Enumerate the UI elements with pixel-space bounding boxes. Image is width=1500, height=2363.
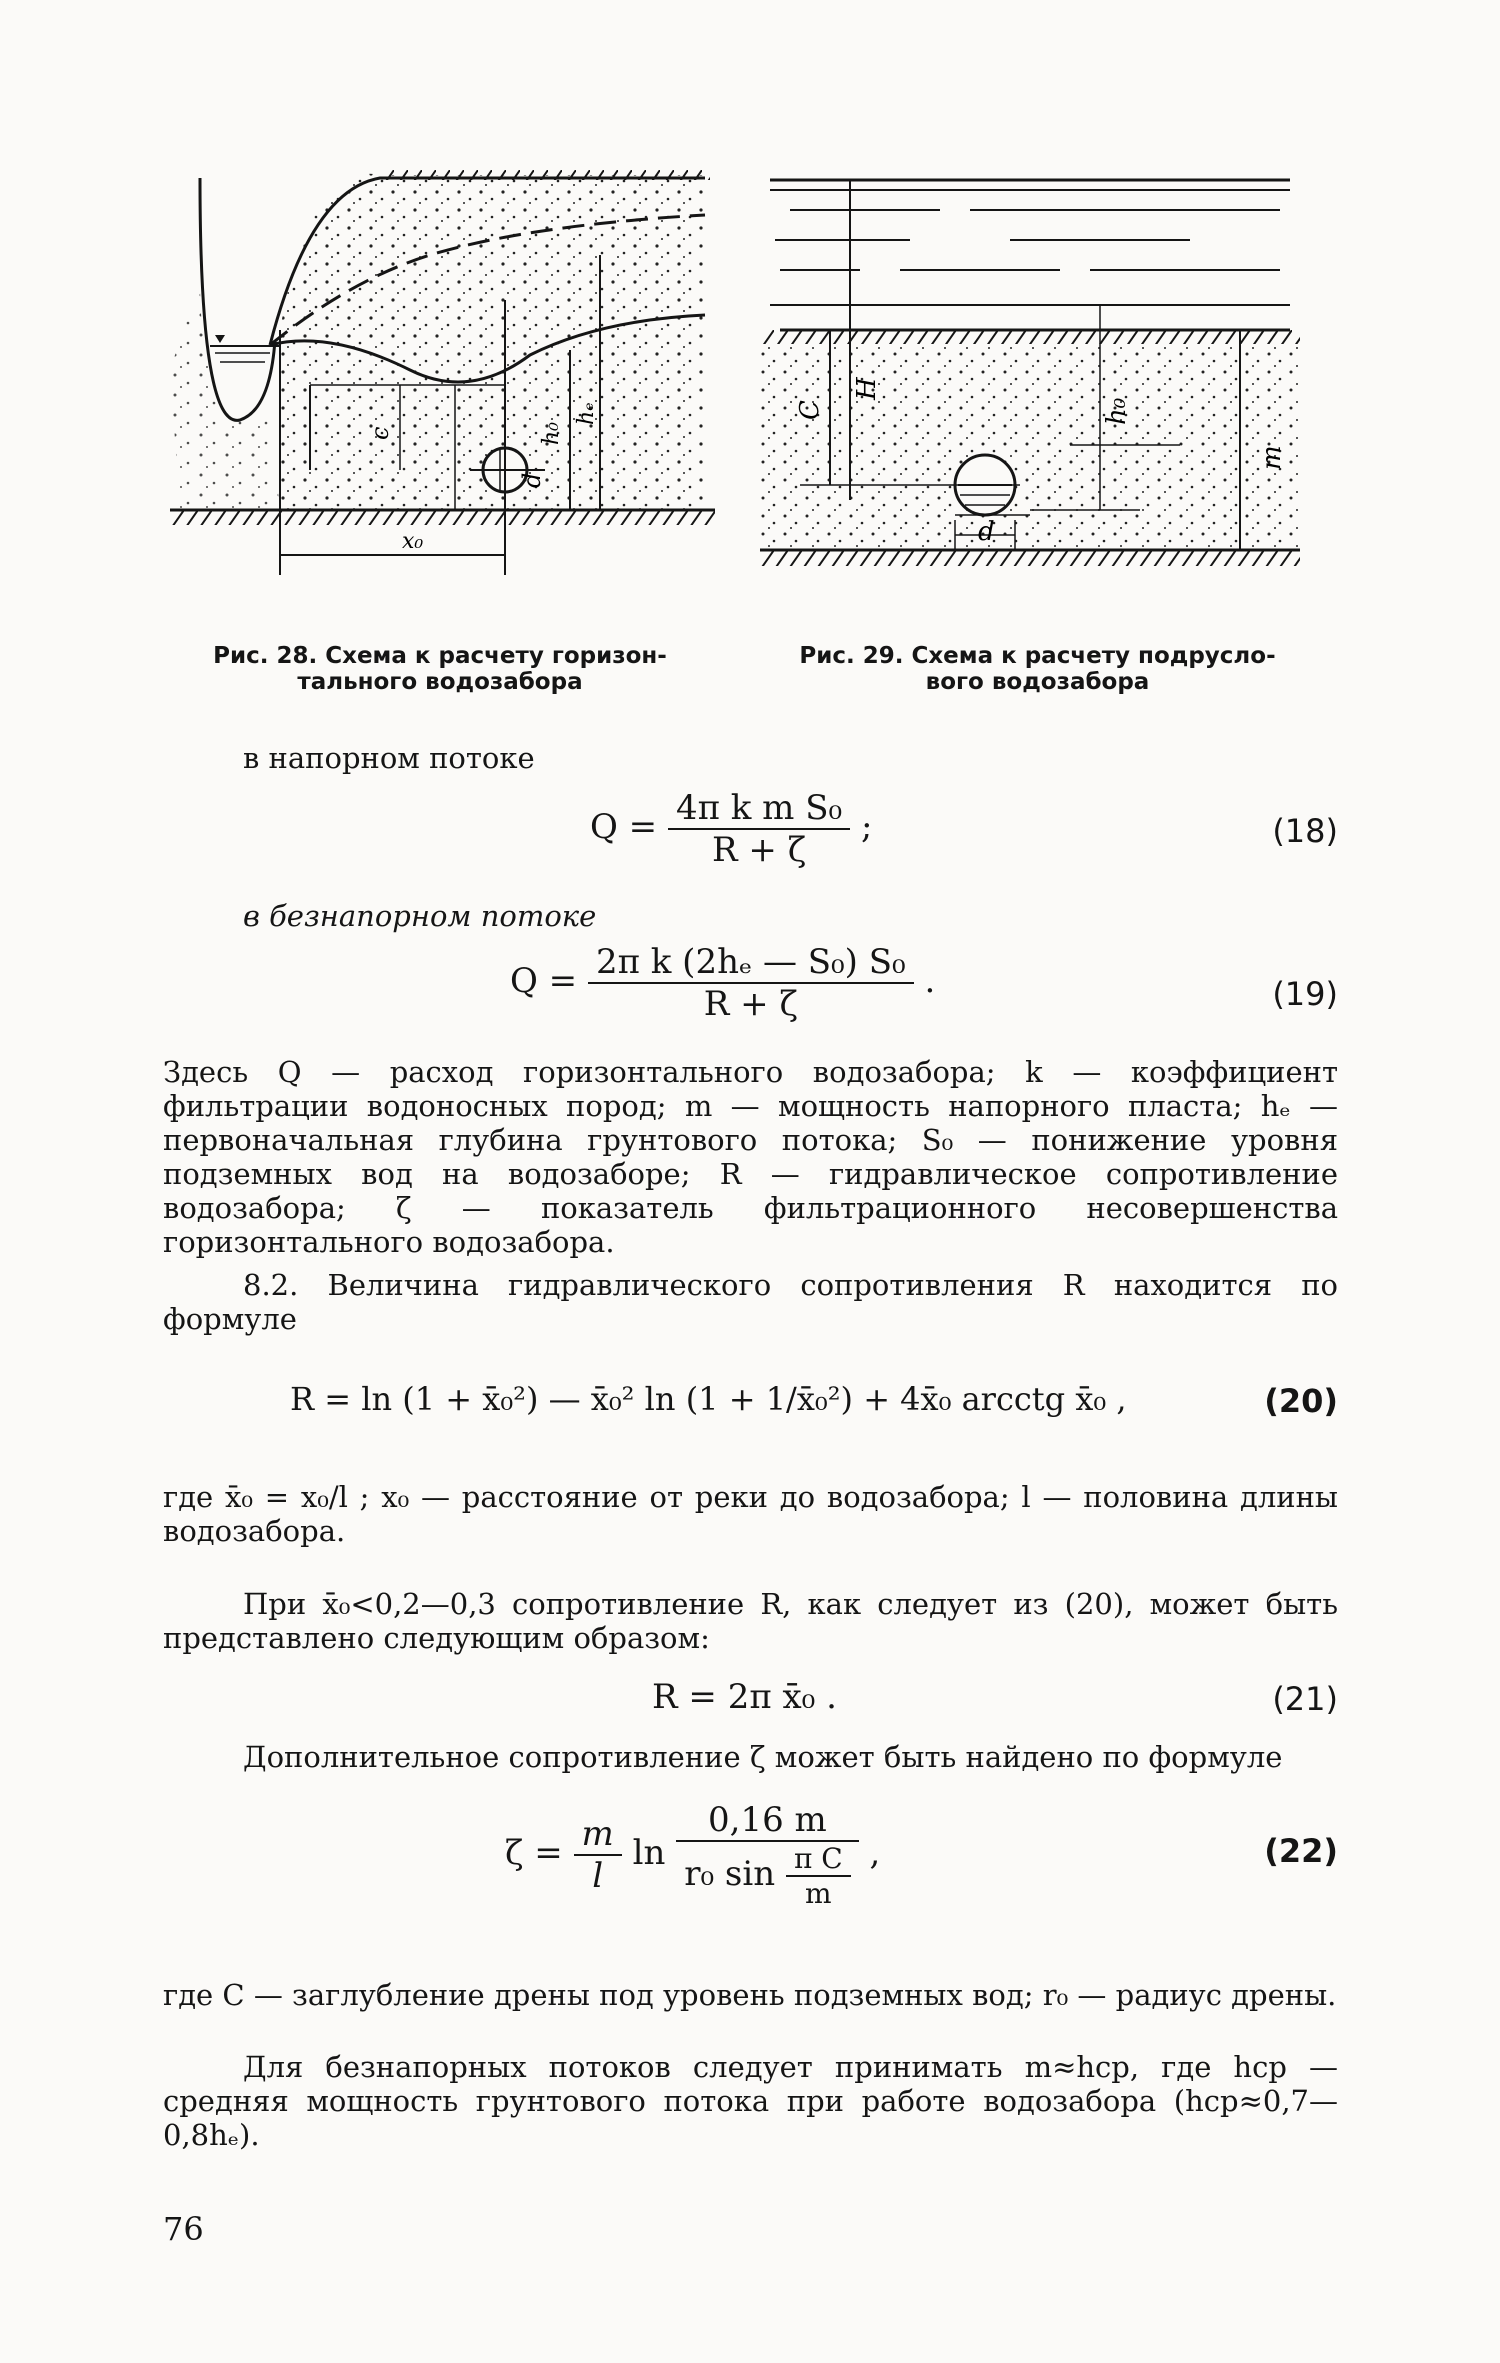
eq22-den-den: m	[805, 1877, 832, 1910]
eq22-den-frac	[786, 1842, 851, 1910]
equation-19	[510, 942, 935, 1024]
fig28-label-d: d	[518, 472, 546, 488]
eq19-lhs: Q =	[510, 961, 578, 1001]
fig29-label-H: H	[852, 377, 882, 400]
paragraph-where-x0: где x̄₀ = x₀/l ; x₀ — расстояние от реки до водозабора; l — половина длины водозабора.	[163, 1480, 1338, 1548]
equation-22	[505, 1800, 880, 1910]
intro-pressure: в напорном потоке	[243, 741, 535, 775]
equation-18	[590, 788, 872, 870]
paragraph-free-flow: Для безнапорных потоков следует принимать m≈hср, где hср — средняя мощность грунтового потока при работе водозабора (hср≈0,7—0,8hₑ).	[163, 2050, 1338, 2152]
page-number: 76	[163, 2210, 204, 2248]
eq22-lhs: ζ =	[505, 1833, 563, 1873]
eq22-f1num: m	[574, 1814, 622, 1856]
eq18-number: (18)	[1272, 812, 1338, 850]
fig29-label-h0: h₀	[1102, 397, 1132, 425]
eq19-number: (19)	[1272, 975, 1338, 1013]
eq22-den-num: π C	[786, 1842, 851, 1877]
figure-29-caption: Рис. 29. Схема к расчету подрусло- вого водозабора	[799, 643, 1276, 695]
fig28-label-he: hₑ	[574, 402, 599, 425]
paragraph-zeta: Дополнительное сопротивление ζ может быть найдено по формуле	[243, 1740, 1283, 1774]
eq18-fraction	[668, 788, 850, 870]
paragraph-definitions: Здесь Q — расход горизонтального водозабора; k — коэффициент фильтрации водоносных пород; m — мощность напорного пласта; hₑ — первоначальная глубина грунтового потока; S₀ — понижение уровня подземных вод на водозаборе; R — гидравлическое сопротивление водозабора; ζ — показатель фильтрационного несовершенства горизонтального водозабора.	[163, 1055, 1338, 1259]
eq22-f1den: l	[592, 1856, 604, 1896]
eq21-number: (21)	[1272, 1680, 1338, 1718]
figure-28-caption: Рис. 28. Схема к расчету горизон- тального водозабора	[213, 643, 667, 695]
paragraph-8-2: 8.2. Величина гидравлического сопротивления R находится по формуле	[163, 1268, 1338, 1336]
fig28-label-h0: h₀	[539, 422, 564, 445]
eq22-frac2	[676, 1800, 858, 1910]
fig28-label-c: c	[366, 426, 394, 440]
fig29-label-d: d	[978, 517, 995, 547]
eq22-ln: ln	[632, 1833, 666, 1873]
eq18-lhs: Q =	[590, 807, 658, 847]
equation-21: R = 2π x̄₀ .	[652, 1677, 837, 1717]
fig28-label-x0: x₀	[402, 529, 424, 554]
paragraph-small-x0: При x̄₀<0,2—0,3 сопротивление R, как следует из (20), может быть представлено следующим образом:	[163, 1587, 1338, 1655]
eq19-fraction	[588, 942, 914, 1024]
eq19-den: R + ζ	[703, 984, 798, 1024]
eq20-number: (20)	[1264, 1382, 1338, 1420]
fig29-label-c: C	[795, 400, 825, 420]
eq22-den	[676, 1842, 858, 1910]
eq18-tail: ;	[860, 807, 873, 847]
fig29-label-m: m	[1257, 445, 1287, 470]
eq19-tail: .	[924, 961, 936, 1001]
eq22-frac1	[574, 1814, 622, 1896]
eq22-num: 0,16 m	[676, 1800, 858, 1842]
eq22-number: (22)	[1264, 1832, 1338, 1870]
figure-29	[760, 170, 1305, 590]
intro-free: в безнапорном потоке	[243, 899, 597, 933]
equation-20: R = ln (1 + x̄₀²) — x̄₀² ln (1 + 1/x̄₀²) + 4x̄₀ arcctg x̄₀ ,	[290, 1380, 1127, 1418]
paragraph-where-c: где C — заглубление дрены под уровень подземных вод; r₀ — радиус дрены.	[163, 1978, 1337, 2012]
eq22-tail: ,	[869, 1833, 881, 1873]
eq19-num: 2π k (2hₑ — S₀) S₀	[588, 942, 914, 984]
eq22-den-pre: r₀ sin	[684, 1854, 776, 1894]
eq18-num: 4π k m S₀	[668, 788, 850, 830]
figure-28	[170, 170, 715, 585]
eq18-den: R + ζ	[712, 830, 807, 870]
